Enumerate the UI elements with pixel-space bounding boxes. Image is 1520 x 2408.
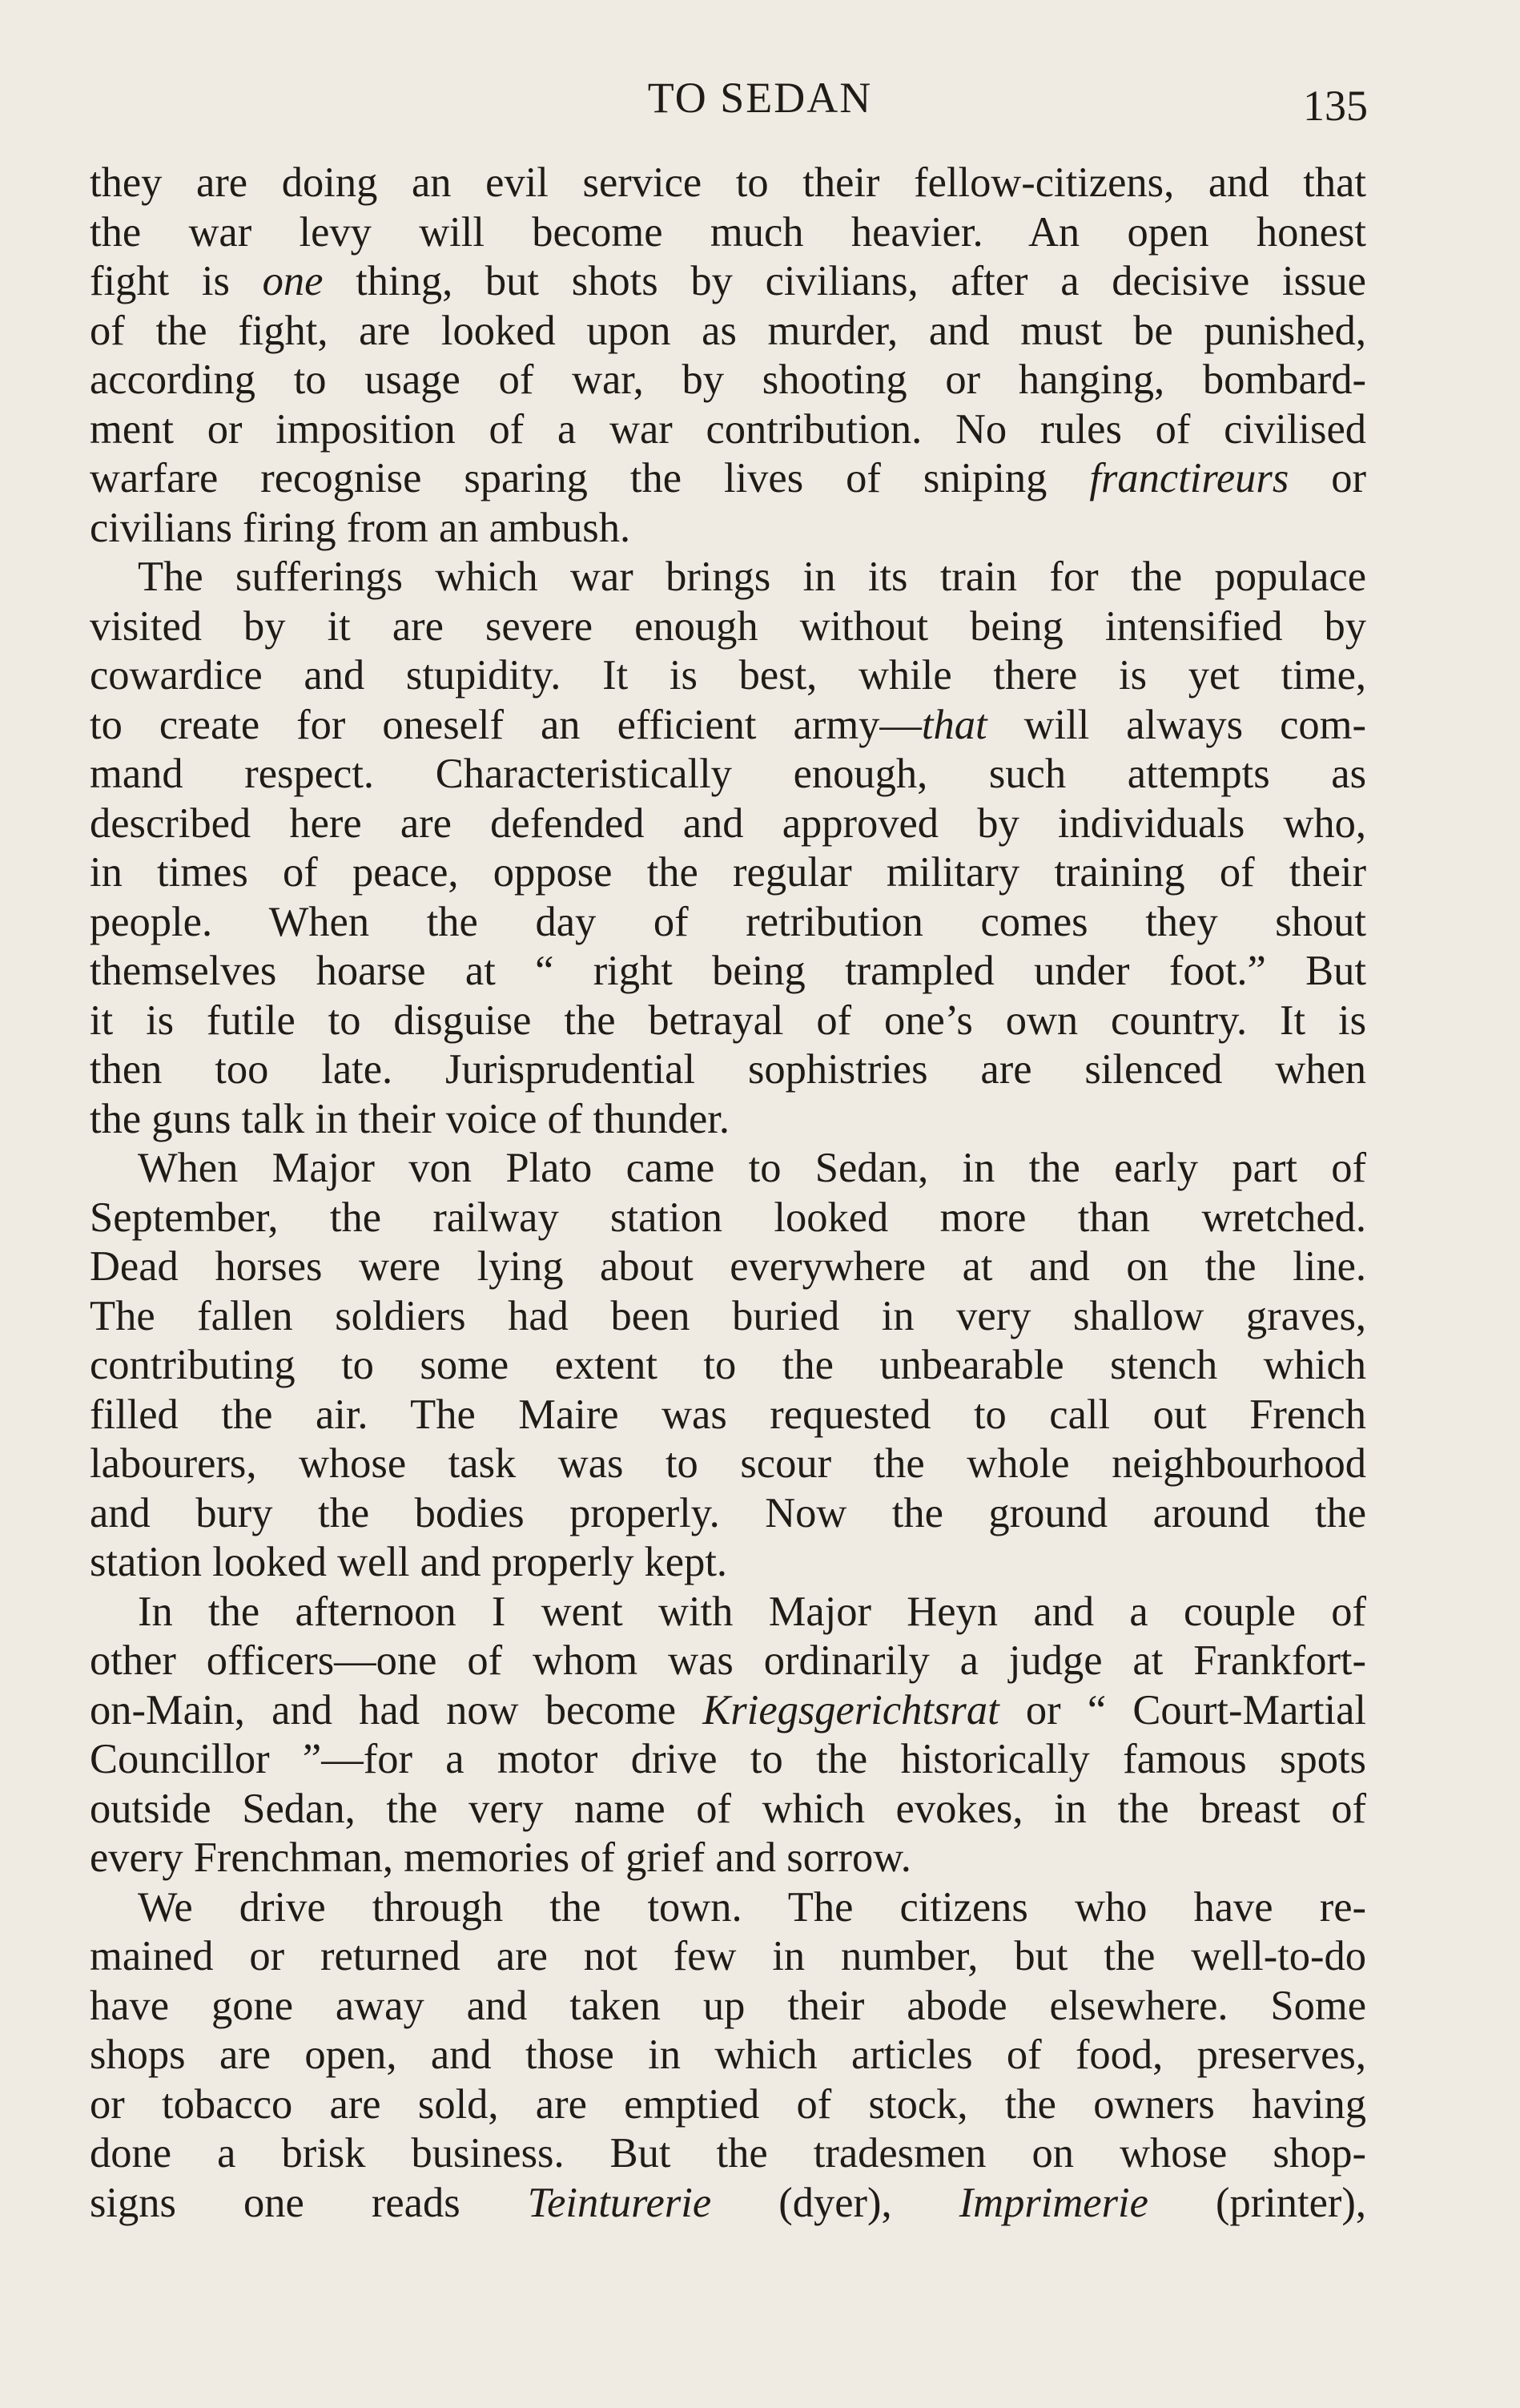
text-line	[90, 1045, 1366, 1095]
text-run: mand respect. Characteristically enough, such attempts as	[90, 751, 1366, 797]
text-line	[90, 1883, 1366, 1933]
text-run: warfare recognise sparing the lives of sniping	[90, 455, 1090, 501]
text-run: When Major von Plato came to Sedan, in the early part of	[138, 1145, 1366, 1191]
text-line	[90, 1144, 1366, 1194]
text-line	[90, 1242, 1366, 1292]
paragraph	[90, 1588, 1366, 1883]
text-run: have gone away and taken up their abode elsewhere. Some	[90, 1982, 1366, 2029]
text-run: done a brisk business. But the tradesmen on whose shop-	[90, 2130, 1366, 2176]
text-run: station looked well and properly kept.	[90, 1539, 728, 1585]
text-line	[90, 1391, 1366, 1440]
text-line	[90, 1932, 1366, 1982]
text-run: fight is	[90, 258, 263, 304]
paragraph	[90, 1144, 1366, 1588]
body-text	[90, 159, 1366, 2228]
text-line	[90, 750, 1366, 799]
text-line	[90, 651, 1366, 701]
text-run: to create for oneself an efficient army—	[90, 701, 922, 748]
text-run: signs one reads	[90, 2179, 528, 2226]
text-run: it is futile to disguise the betrayal of one’s own country. It is	[90, 997, 1366, 1044]
text-run: labourers, whose task was to scour the whole neighbourhood	[90, 1440, 1366, 1487]
text-line	[90, 454, 1366, 504]
text-line	[90, 257, 1366, 307]
italic-text: Teinturerie	[527, 2179, 712, 2226]
text-run: In the afternoon I went with Major Heyn and a couple of	[138, 1588, 1366, 1635]
text-run: (printer),	[1148, 2179, 1366, 2226]
italic-text: one	[262, 258, 324, 304]
text-line	[90, 405, 1366, 455]
text-run: visited by it are severe enough without being intensified by	[90, 602, 1366, 650]
paragraph	[90, 1883, 1366, 2229]
text-run: cowardice and stupidity. It is best, while there is yet time,	[90, 652, 1366, 699]
text-run: or “ Court-Martial	[999, 1686, 1366, 1734]
text-run: in times of peace, oppose the regular military training of their	[90, 849, 1366, 896]
text-line	[90, 1735, 1366, 1785]
text-line	[90, 898, 1366, 948]
text-run: Dead horses were lying about everywhere at and on the line.	[90, 1243, 1366, 1290]
text-run: (dyer),	[711, 2179, 959, 2226]
text-line	[90, 1440, 1366, 1489]
text-line	[90, 997, 1366, 1046]
paragraph	[90, 553, 1366, 1144]
text-run: the guns talk in their voice of thunder.	[90, 1095, 730, 1142]
text-run: mained or returned are not few in number, but the well-to-do	[90, 1933, 1366, 1979]
text-run: We drive through the town. The citizens who have re-	[138, 1883, 1366, 1931]
text-line	[90, 356, 1366, 405]
text-run: described here are defended and approved by individuals who,	[90, 799, 1366, 847]
text-run: people. When the day of retribution comes they shout	[90, 898, 1366, 945]
text-line	[90, 2080, 1366, 2130]
text-run: September, the railway station looked more than wretched.	[90, 1194, 1366, 1241]
text-line	[90, 208, 1366, 258]
text-run: ment or imposition of a war contribution. No rules of civilised	[90, 405, 1366, 453]
text-run: they are doing an evil service to their fellow-citizens, and that	[90, 159, 1366, 206]
text-line	[90, 1292, 1366, 1342]
text-run: thing, but shots by civilians, after a decisive issue	[323, 258, 1366, 304]
text-run: or tobacco are sold, are emptied of stock, the owners having	[90, 2080, 1366, 2128]
text-run: on-Main, and had now become	[90, 1686, 703, 1734]
text-run: shops are open, and those in which articles of food, preserves,	[90, 2031, 1366, 2078]
text-line	[90, 504, 1366, 554]
italic-text: that	[921, 701, 987, 748]
page-number: 135	[1303, 82, 1368, 130]
text-line	[90, 1982, 1366, 2031]
italic-text: Kriegsgerichtsrat	[702, 1686, 999, 1734]
text-run: the war levy will become much heavier. An open honest	[90, 208, 1366, 256]
text-line	[90, 307, 1366, 356]
text-run: filled the air. The Maire was requested to call out French	[90, 1391, 1366, 1438]
text-line	[90, 799, 1366, 849]
text-run: of the fight, are looked upon as murder, and must be punished,	[90, 307, 1366, 354]
text-run: and bury the bodies properly. Now the ground around the	[90, 1489, 1366, 1536]
text-run: other officers—one of whom was ordinarily a judge at Frankfort-	[90, 1637, 1366, 1684]
text-line	[90, 701, 1366, 751]
italic-text: franctireurs	[1089, 455, 1289, 501]
text-line	[90, 2179, 1366, 2229]
text-line	[90, 947, 1366, 997]
text-line	[90, 1489, 1366, 1539]
text-run: The fallen soldiers had been buried in very shallow graves,	[90, 1292, 1366, 1339]
text-run: The sufferings which war brings in its train for the populace	[138, 554, 1366, 600]
text-line	[90, 1341, 1366, 1391]
running-title: TO SEDAN	[647, 74, 873, 122]
text-run: outside Sedan, the very name of which evokes, in the breast of	[90, 1785, 1366, 1832]
text-line	[90, 602, 1366, 652]
text-line	[90, 1834, 1366, 1883]
text-line	[90, 1686, 1366, 1736]
text-run: civilians firing from an ambush.	[90, 504, 631, 551]
text-run: or	[1289, 455, 1366, 501]
text-run: according to usage of war, by shooting or hanging, bombard-	[90, 356, 1366, 403]
text-run: themselves hoarse at “ right being trampled under foot.” But	[90, 948, 1366, 994]
text-line	[90, 1588, 1366, 1637]
text-run: will always com-	[987, 701, 1366, 748]
text-line	[90, 159, 1366, 208]
text-line	[90, 553, 1366, 602]
text-line	[90, 2031, 1366, 2080]
text-line	[90, 1538, 1366, 1588]
text-run: Councillor ”—for a motor drive to the historically famous spots	[90, 1736, 1366, 1782]
italic-text: Imprimerie	[959, 2179, 1148, 2226]
text-line	[90, 2129, 1366, 2179]
paragraph	[90, 159, 1366, 553]
text-line	[90, 1637, 1366, 1686]
text-line	[90, 1095, 1366, 1145]
text-run: then too late. Jurisprudential sophistries are silenced when	[90, 1046, 1366, 1093]
text-line	[90, 848, 1366, 898]
text-run: every Frenchman, memories of grief and sorrow.	[90, 1834, 911, 1881]
text-line	[90, 1785, 1366, 1834]
text-run: contributing to some extent to the unbearable stench which	[90, 1342, 1366, 1388]
running-head	[0, 74, 1520, 130]
text-line	[90, 1194, 1366, 1243]
